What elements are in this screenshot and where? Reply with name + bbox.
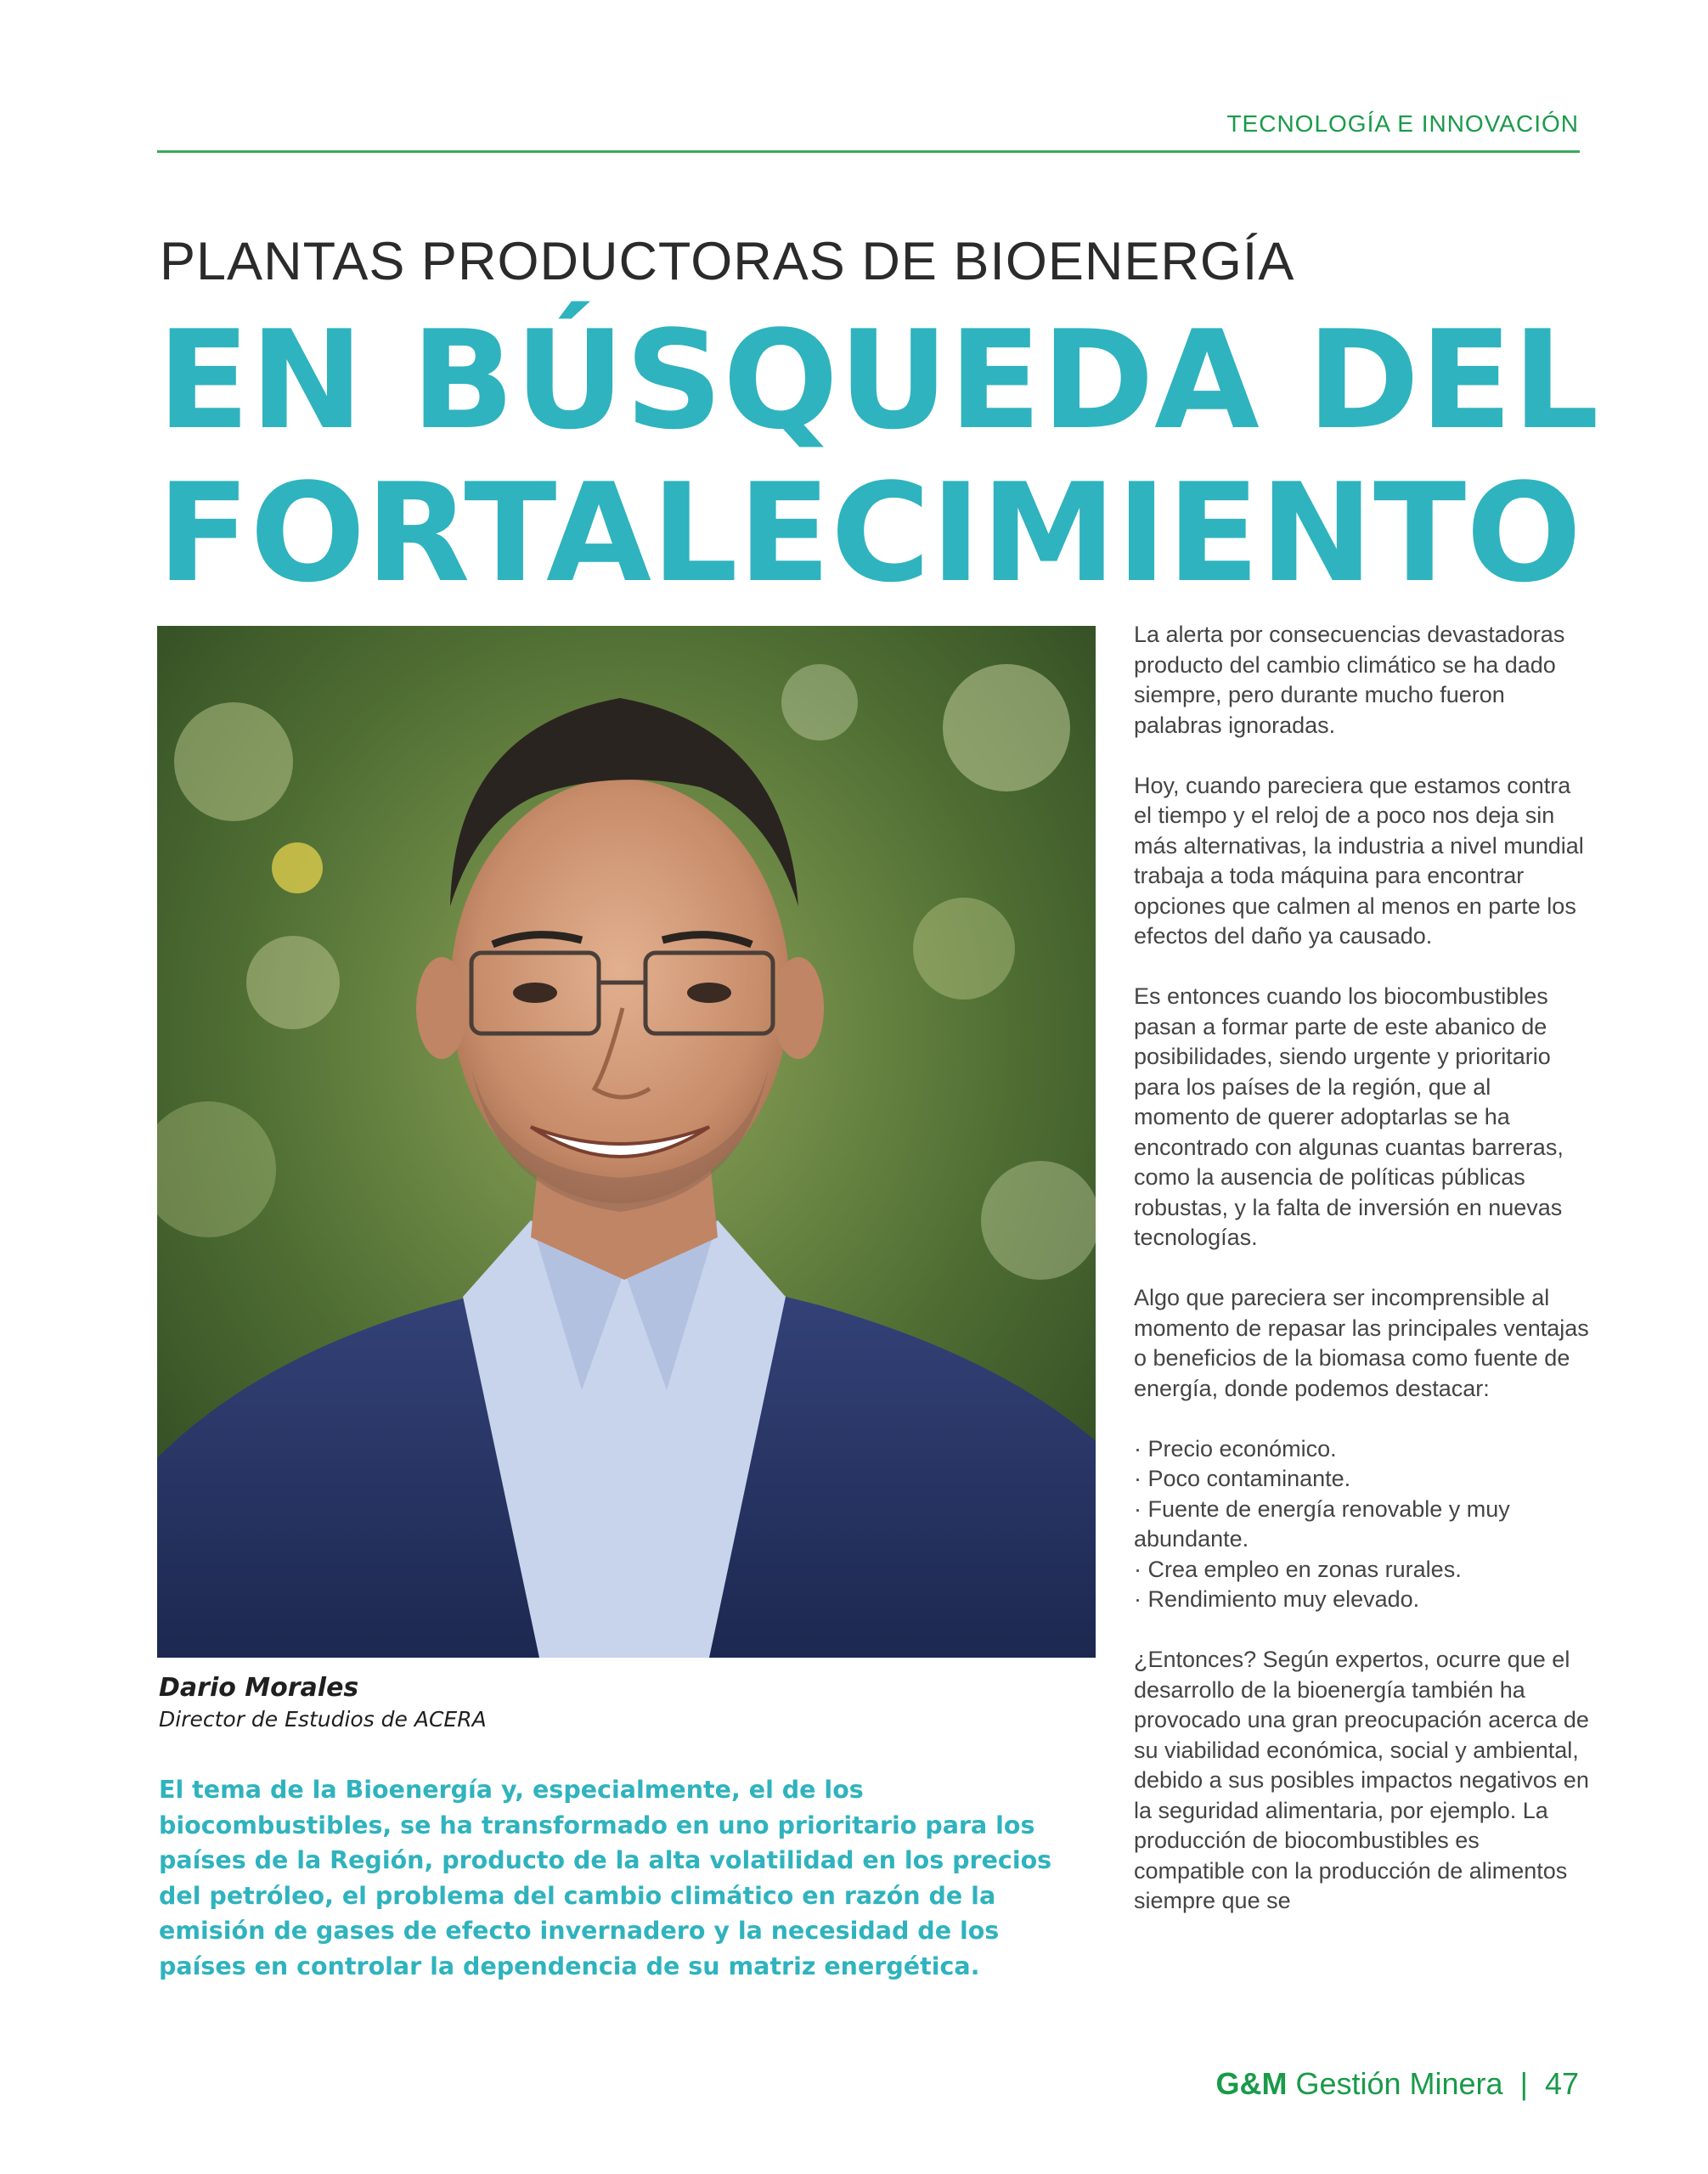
headline-line-2: FORTALECIMIENTO [157,453,1582,612]
article-kicker: PLANTAS PRODUCTORAS DE BIOENERGÍA [160,232,1295,291]
list-item: · Poco contaminante. [1134,1464,1592,1495]
list-item: · Fuente de energía renovable y muy abundante. [1134,1495,1592,1555]
footer-separator: | [1519,2066,1528,2101]
body-paragraph: La alerta por consecuencias devastadoras producto del cambio climático se ha dado siempre, pero durante mucho fueron palabras ignoradas. [1134,622,1565,738]
body-column [1134,620,1592,1946]
headline-line-1: EN BÚSQUEDA DEL [157,301,1599,459]
caption-role: Director de Estudios de ACERA [159,1707,487,1732]
section-label: TECNOLOGÍA E INNOVACIÓN [1226,110,1579,137]
page-number: 47 [1544,2066,1579,2101]
caption-name: Dario Morales [159,1673,359,1703]
body-paragraph: Hoy, cuando pareciera que estamos contra el tiempo y el reloj de a poco nos deja sin más alternativas, la industria a nivel mundial trabaja a toda máquina para encontrar opciones que calmen al menos en parte los efectos del daño ya causado. [1134,772,1584,949]
portrait-illustration [157,626,1096,1658]
portrait-photo [157,626,1096,1658]
body-paragraph: Es entonces cuando los biocombustibles pasan a formar parte de este abanico de posibilidades, siendo urgente y prioritario para los países de la región, que al momento de querer adoptarlas se ha encontrado con algunas cuantas barreras, como la ausencia de políticas públicas robustas, y la falta de inversión en nuevas tecnologías. [1134,983,1564,1250]
header-divider [157,150,1580,153]
publication-logo: G&M [1215,2066,1288,2101]
list-item: · Rendimiento muy elevado. [1134,1585,1592,1615]
list-item: · Crea empleo en zonas rurales. [1134,1555,1592,1585]
article-headline [157,301,1599,612]
list-item: · Precio económico. [1134,1434,1592,1465]
benefits-list [1134,1434,1592,1615]
publication-name: Gestión Minera [1295,2066,1503,2101]
body-paragraph: ¿Entonces? Según expertos, ocurre que el desarrollo de la bioenergía también ha provocado una gran preocupación acerca de su viabilidad económica, social y ambiental, debido a sus posibles impactos negativos en la seguridad alimentaria, por ejemplo. La producción de biocombustibles es compatible con la producción de alimentos siempre que se [1134,1647,1589,1913]
page-footer [1215,2066,1579,2102]
body-paragraph: Algo que pareciera ser incomprensible al momento de repasar las principales ventajas o beneficios de la biomasa como fuente de energía, donde podemos destacar: [1134,1285,1589,1401]
lead-paragraph: El tema de la Bioenergía y, especialmente, el de los biocombustibles, se ha transformado en uno prioritario para los países de la Región, producto de la alta volatilidad en los precios del petróleo, el problema del cambio climático en razón de la emisión de gases de efecto invernadero y la necesidad de los países en controlar la dependencia de su matriz energética. [159,1776,1052,1980]
